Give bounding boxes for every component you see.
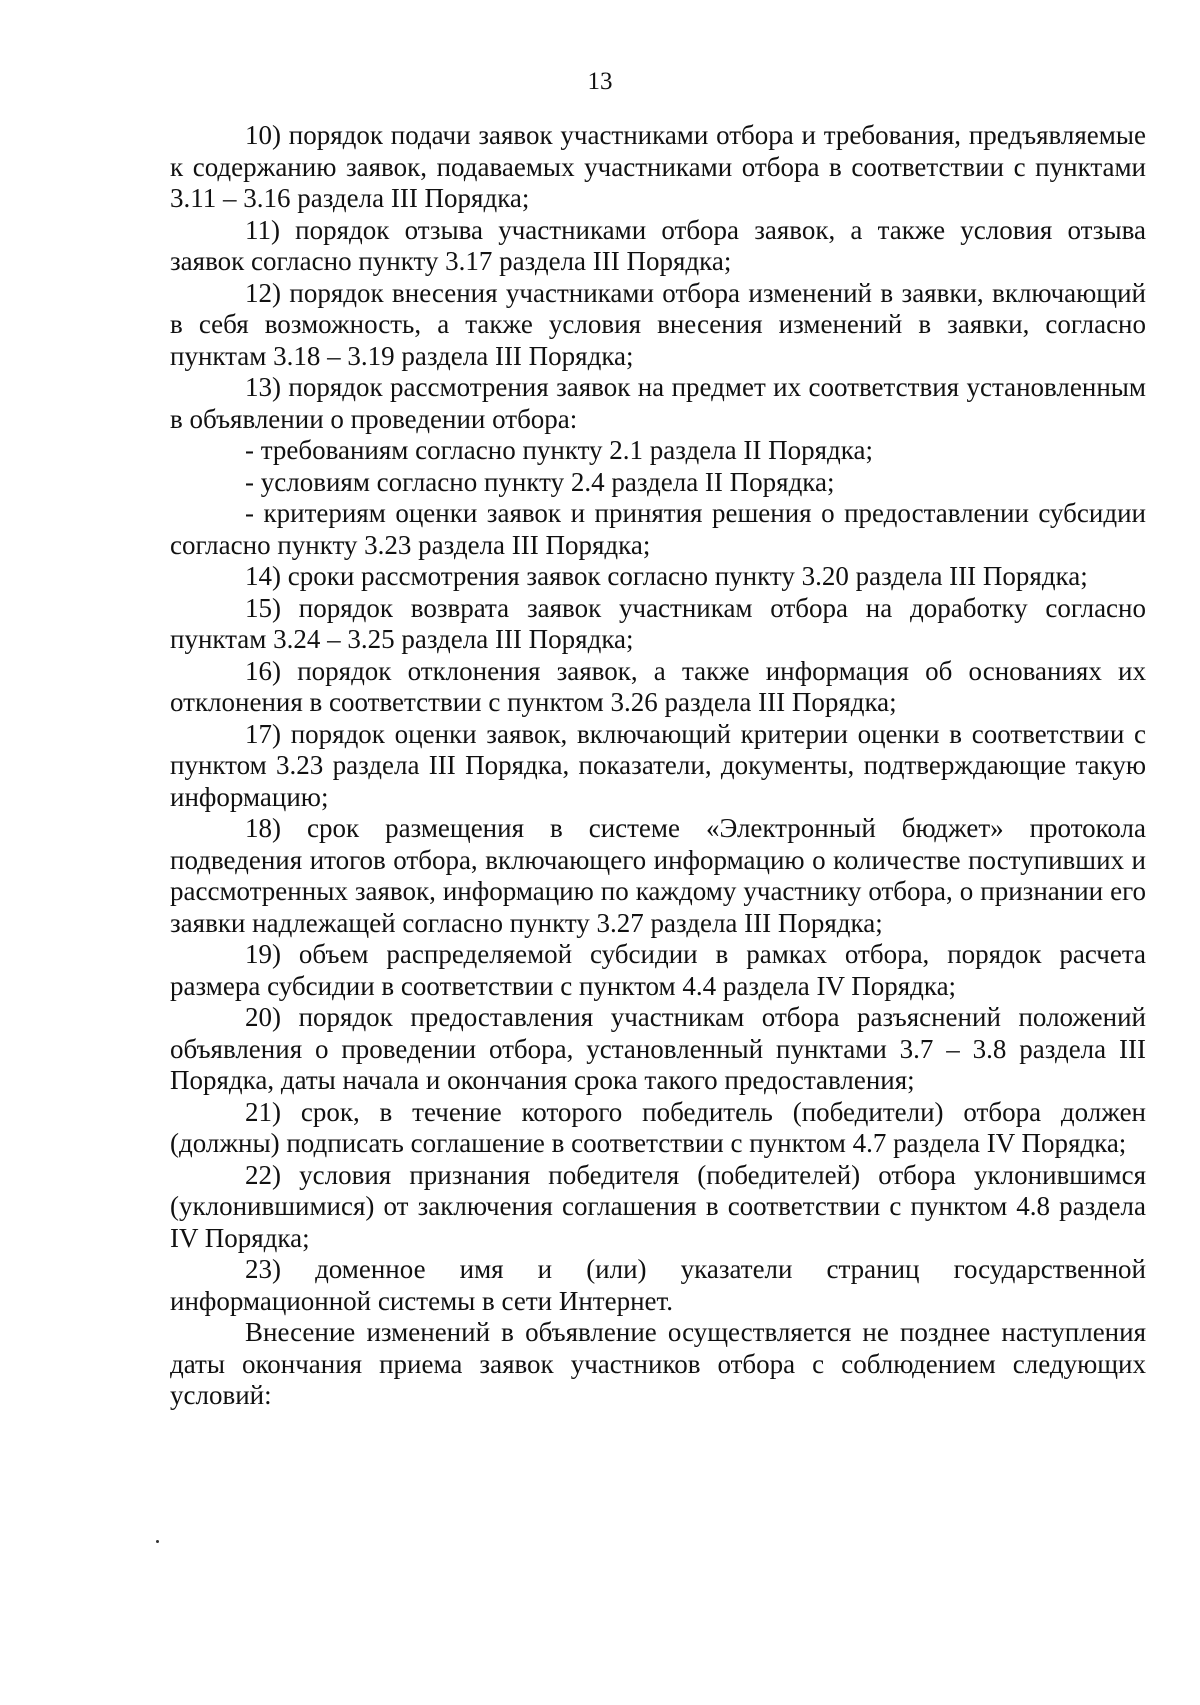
paragraph-item-12: 12) порядок внесения участниками отбора изменений в заявки, включающий в себя возможность, а также условия внесения изменений в заявки, согласно пунктам 3.18 – 3.19 раздела III Порядка; bbox=[170, 277, 1146, 371]
paragraph-item-23: 23) доменное имя и (или) указатели страниц государственной информационной системы в сети Интернет. bbox=[170, 1254, 1146, 1316]
paragraph-amendment-rules: Внесение изменений в объявление осуществляется не позднее наступления даты окончания приема заявок участников отбора с соблюдением следующих условий: bbox=[170, 1317, 1146, 1410]
paragraph-item-19: 19) объем распределяемой субсидии в рамках отбора, порядок расчета размера субсидии в соответствии с пунктом 4.4 раздела IV Порядка; bbox=[170, 939, 1146, 1001]
paragraph-item-13: 13) порядок рассмотрения заявок на предмет их соответствия установленным в объявлении о проведении отбора: bbox=[170, 372, 1146, 434]
paragraph-item-14: 14) сроки рассмотрения заявок согласно пункту 3.20 раздела III Порядка; bbox=[245, 561, 1088, 591]
paragraph-item-10: 10) порядок подачи заявок участниками отбора и требования, предъявляемые к содержанию заявок, подаваемых участниками отбора в соответствии с пунктами 3.11 – 3.16 раздела III Порядка; bbox=[170, 120, 1146, 213]
paragraph-item-16: 16) порядок отклонения заявок, а также информация об основаниях их отклонения в соответствии с пунктом 3.26 раздела III Порядка; bbox=[170, 655, 1146, 717]
paragraph-item-21: 21) срок, в течение которого победитель (победители) отбора должен (должны) подписать соглашение в соответствии с пунктом 4.7 раздела IV Порядка; bbox=[170, 1096, 1146, 1158]
paragraph-item-11: 11) порядок отзыва участниками отбора заявок, а также условия отзыва заявок согласно пункту 3.17 раздела III Порядка; bbox=[170, 214, 1146, 276]
paragraph-item-18: 18) срок размещения в системе «Электронный бюджет» протокола подведения итогов отбора, включающего информацию о количестве поступивших и рассмотренных заявок, информацию по каждому участнику отбора, о признании его заявки надлежащей согласно пункту 3.27 раздела III Порядка; bbox=[170, 813, 1146, 938]
paragraph-item-22: 22) условия признания победителя (победителей) отбора уклонившимся (уклонившимися) от заключения соглашения в соответствии с пунктом 4.8 раздела IV Порядка; bbox=[170, 1159, 1146, 1253]
paragraph-item-15: 15) порядок возврата заявок участникам отбора на доработку согласно пунктам 3.24 – 3.25 раздела III Порядка; bbox=[170, 592, 1146, 654]
paragraph-item-17: 17) порядок оценки заявок, включающий критерии оценки в соответствии с пунктом 3.23 раздела III Порядка, показатели, документы, подтверждающие такую информацию; bbox=[170, 718, 1146, 812]
paragraph-subitem-conditions: - условиям согласно пункту 2.4 раздела II Порядка; bbox=[245, 466, 835, 497]
document-body bbox=[170, 120, 1146, 1412]
paragraph-subitem-criteria: - критериям оценки заявок и принятия решения о предоставлении субсидии согласно пункту 3.23 раздела III Порядка; bbox=[170, 498, 1146, 560]
scan-artifact-dot bbox=[156, 1540, 159, 1543]
paragraph-subitem-requirements: - требованиям согласно пункту 2.1 раздела II Порядка; bbox=[245, 435, 873, 465]
paragraph-item-20: 20) порядок предоставления участникам отбора разъяснений положений объявления о проведении отбора, установленный пунктами 3.7 – 3.8 раздела III Порядка, даты начала и окончания срока такого предоставления; bbox=[170, 1002, 1146, 1095]
page-number: 13 bbox=[587, 68, 613, 95]
